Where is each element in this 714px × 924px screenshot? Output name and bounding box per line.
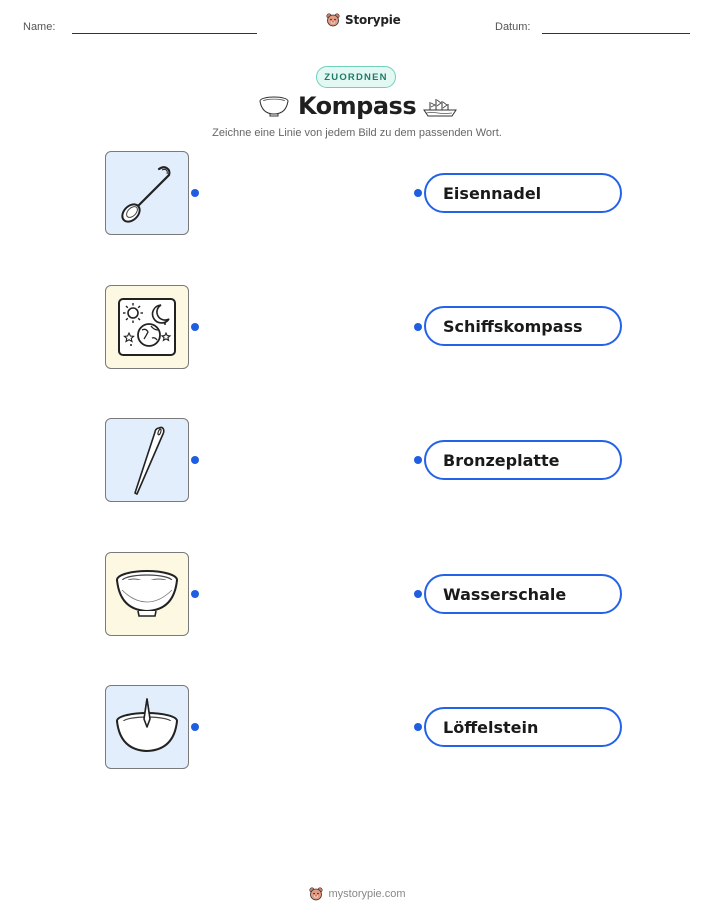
bowl-icon bbox=[114, 568, 180, 620]
activity-badge: ZUORDNEN bbox=[316, 66, 396, 88]
word-dot-5[interactable] bbox=[414, 723, 422, 731]
picture-dot-5[interactable] bbox=[191, 723, 199, 731]
date-line[interactable] bbox=[542, 33, 690, 34]
word-card-1[interactable]: Eisennadel bbox=[424, 173, 622, 213]
footer-url[interactable]: mystorypie.com bbox=[328, 888, 406, 900]
brand-logo bbox=[325, 12, 401, 28]
word-dot-2[interactable] bbox=[414, 323, 422, 331]
word-card-3[interactable]: Bronzeplatte bbox=[424, 440, 622, 480]
picture-dot-3[interactable] bbox=[191, 456, 199, 464]
instructions: Zeichne eine Linie von jedem Bild zu dem passenden Wort. bbox=[212, 127, 502, 139]
name-line[interactable] bbox=[72, 33, 257, 34]
picture-card-spoon[interactable] bbox=[105, 151, 189, 235]
footer bbox=[0, 886, 714, 902]
picture-dot-1[interactable] bbox=[191, 189, 199, 197]
picture-dot-2[interactable] bbox=[191, 323, 199, 331]
picture-card-bowl[interactable] bbox=[105, 552, 189, 636]
picture-card-needle[interactable] bbox=[105, 418, 189, 502]
ship-deck-icon bbox=[422, 96, 458, 118]
word-card-5[interactable]: Löffelstein bbox=[424, 707, 622, 747]
bear-icon bbox=[308, 886, 324, 902]
picture-card-sun-moon-earth[interactable] bbox=[105, 285, 189, 369]
bear-icon bbox=[325, 12, 341, 28]
date-label: Datum: bbox=[495, 21, 531, 33]
spoon-icon bbox=[115, 161, 179, 225]
brand-name: Storypie bbox=[345, 13, 401, 27]
name-label: Name: bbox=[23, 21, 56, 33]
picture-dot-4[interactable] bbox=[191, 590, 199, 598]
word-card-2[interactable]: Schiffskompass bbox=[424, 306, 622, 346]
bowl-icon bbox=[258, 95, 290, 117]
word-dot-4[interactable] bbox=[414, 590, 422, 598]
word-dot-3[interactable] bbox=[414, 456, 422, 464]
water-bowl-needle-icon bbox=[114, 695, 180, 759]
picture-card-water-bowl-needle[interactable] bbox=[105, 685, 189, 769]
word-dot-1[interactable] bbox=[414, 189, 422, 197]
needle-icon bbox=[115, 424, 179, 496]
word-card-4[interactable]: Wasserschale bbox=[424, 574, 622, 614]
page-title: Kompass bbox=[298, 92, 417, 120]
sun-moon-earth-icon bbox=[117, 297, 177, 357]
